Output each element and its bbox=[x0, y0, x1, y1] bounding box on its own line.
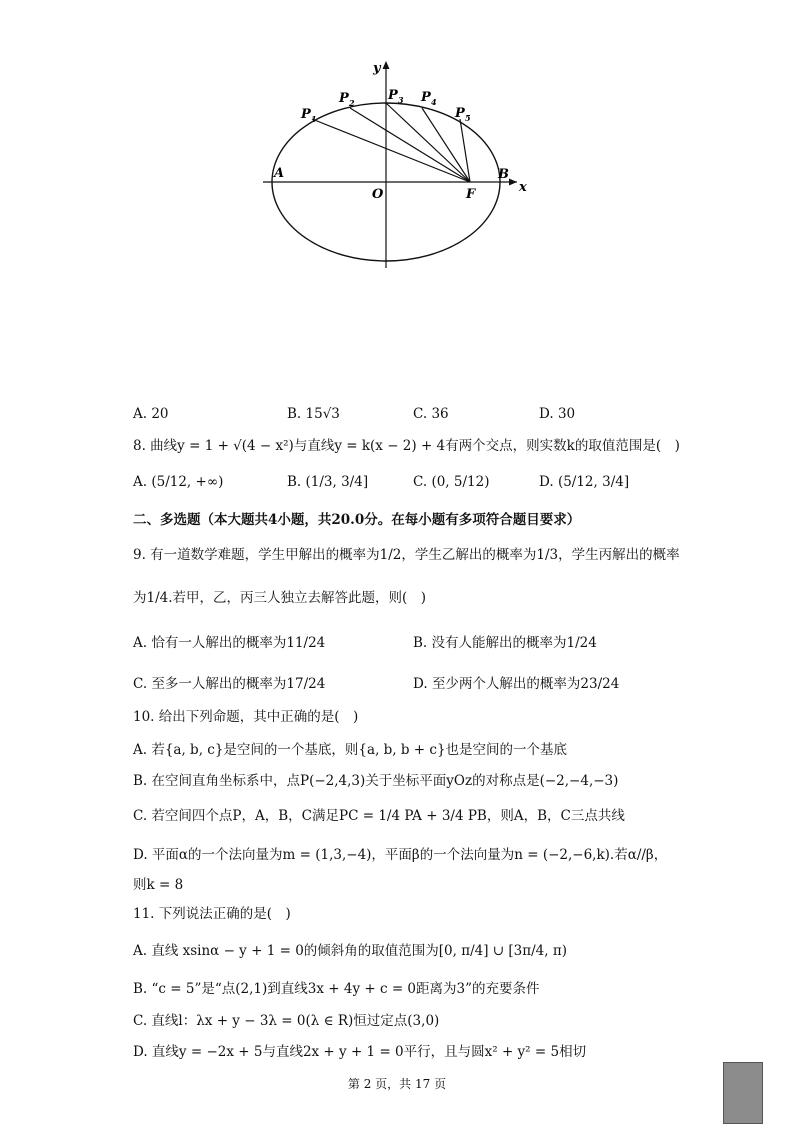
label-y: y bbox=[373, 61, 381, 76]
label-a: A bbox=[274, 166, 285, 181]
q7-option-a[interactable]: A. 20 bbox=[133, 406, 169, 422]
page-corner-block bbox=[723, 1062, 763, 1124]
label-p3: P bbox=[388, 88, 398, 103]
q10-option-d-line2: 则k = 8 bbox=[133, 877, 184, 893]
label-p1-sub: 1 bbox=[311, 114, 317, 124]
q7-option-d[interactable]: D. 30 bbox=[539, 406, 576, 422]
label-p2-sub: 2 bbox=[349, 98, 355, 108]
label-p4: P bbox=[421, 90, 431, 105]
q9-stem-line1: 9. 有一道数学难题，学生甲解出的概率为1/2，学生乙解出的概率为1/3，学生丙解出的概率 bbox=[133, 547, 680, 563]
q9-option-c[interactable]: C. 至多一人解出的概率为17/24 bbox=[133, 676, 326, 692]
label-p3-sub: 3 bbox=[398, 95, 404, 105]
q11-stem: 11. 下列说法正确的是( ) bbox=[133, 906, 291, 922]
label-p5: P bbox=[455, 106, 465, 121]
label-f: F bbox=[466, 187, 476, 202]
q8-option-a[interactable]: A. (5/12, +∞) bbox=[133, 474, 224, 490]
q10-stem: 10. 给出下列命题，其中正确的是( ) bbox=[133, 709, 359, 725]
q10-option-d-line1[interactable]: D. 平面α的一个法向量为m = (1,3,−4)，平面β的一个法向量为n = (−2,−6,k).若α//β， bbox=[133, 847, 668, 863]
label-p5-sub: 5 bbox=[465, 113, 471, 123]
q9-option-d[interactable]: D. 至少两个人解出的概率为23/24 bbox=[413, 676, 620, 692]
label-p1: P bbox=[301, 107, 311, 122]
segment-fp2 bbox=[350, 108, 470, 182]
label-b: B bbox=[498, 167, 509, 182]
q8-stem: 8. 曲线y = 1 + √(4 − x²)与直线y = k(x − 2) + 4有两个交点，则实数k的取值范围是( ) bbox=[133, 438, 680, 454]
q9-stem-line2: 为1/4.若甲，乙，丙三人独立去解答此题，则( ) bbox=[133, 590, 427, 606]
label-p2: P bbox=[339, 91, 349, 106]
label-x: x bbox=[519, 180, 527, 195]
segment-fp1 bbox=[312, 119, 470, 182]
q11-option-b[interactable]: B. “c = 5”是“点(2,1)到直线3x + 4y + c = 0距离为3”的充要条件 bbox=[133, 981, 540, 997]
q10-option-c[interactable]: C. 若空间四个点P，A，B，C满足PC = 1/4 PA + 3/4 PB，则A，B，C三点共线 bbox=[133, 808, 625, 824]
q11-option-a[interactable]: A. 直线 xsinα − y + 1 = 0的倾斜角的取值范围为[0, π/4] ∪ [3π/4, π) bbox=[133, 943, 567, 959]
section-title: 二、多选题（本大题共4小题，共20.0分。在每小题有多项符合题目要求） bbox=[133, 512, 581, 528]
ellipse-figure bbox=[255, 55, 545, 270]
label-o: O bbox=[372, 187, 384, 202]
q10-option-b[interactable]: B. 在空间直角坐标系中，点P(−2,4,3)关于坐标平面yOz的对称点是(−2,−4,−3) bbox=[133, 773, 619, 789]
segment-fp5 bbox=[460, 119, 470, 182]
x-axis-arrow-icon bbox=[509, 179, 517, 186]
q9-option-a[interactable]: A. 恰有一人解出的概率为11/24 bbox=[133, 635, 326, 651]
q8-option-c[interactable]: C. (0, 5/12) bbox=[413, 474, 490, 490]
q8-option-d[interactable]: D. (5/12, 3/4] bbox=[539, 474, 630, 490]
q8-option-b[interactable]: B. (1/3, 3/4] bbox=[287, 474, 369, 490]
q9-option-b[interactable]: B. 没有人能解出的概率为1/24 bbox=[413, 635, 597, 651]
q7-option-b[interactable]: B. 15√3 bbox=[287, 406, 340, 422]
q10-option-a[interactable]: A. 若{a, b, c}是空间的一个基底，则{a, b, b + c}也是空间的一个基底 bbox=[133, 742, 568, 758]
q11-option-d[interactable]: D. 直线y = −2x + 5与直线2x + y + 1 = 0平行，且与圆x² + y² = 5相切 bbox=[133, 1044, 587, 1060]
q11-option-c[interactable]: C. 直线l：λx + y − 3λ = 0(λ ∈ R)恒过定点(3,0) bbox=[133, 1013, 440, 1029]
page-footer: 第 2 页，共 17 页 bbox=[347, 1077, 447, 1091]
label-p4-sub: 4 bbox=[431, 97, 437, 107]
y-axis-arrow-icon bbox=[383, 61, 390, 69]
q7-option-c[interactable]: C. 36 bbox=[413, 406, 449, 422]
